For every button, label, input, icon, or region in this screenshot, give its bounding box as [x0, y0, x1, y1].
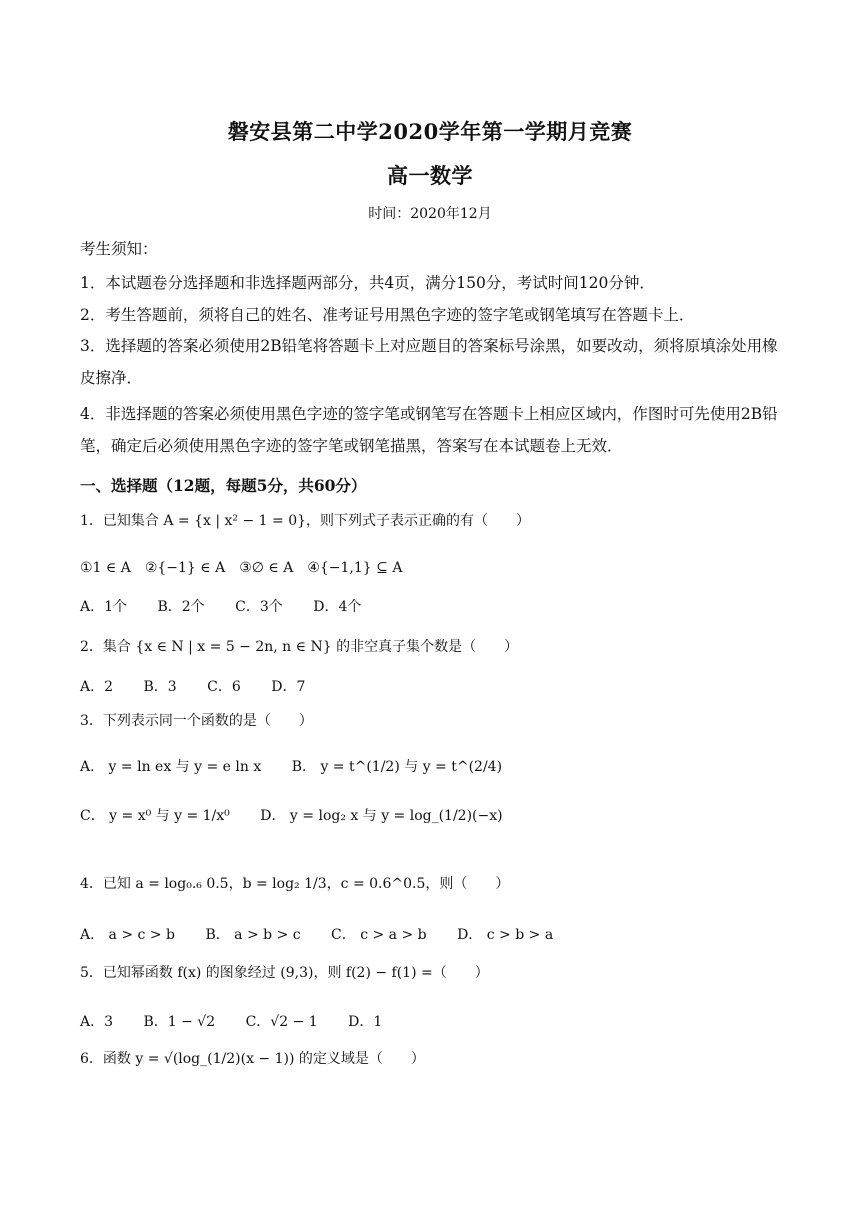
option-b: B．1 − √2 [143, 1014, 216, 1030]
option-b: B．2个 [157, 599, 205, 615]
question-5-stem: 5．已知幂函数 f(x) 的图象经过 (9,3)，则 f(2) − f(1) =（ ） [80, 965, 489, 981]
exam-time: 时间：2020年12月 [368, 206, 492, 222]
option-a: A．3 [80, 1014, 114, 1030]
question-5-options [80, 1011, 408, 1031]
option-d: D． y = log₂ x 与 y = log_(1/2)(−x) [260, 808, 503, 824]
option-c: C． y = x⁰ 与 y = 1/x⁰ [80, 808, 230, 824]
question-3-options-cd [80, 805, 529, 825]
option-b: B． y = t^(1/2) 与 y = t^(2/4) [291, 759, 503, 775]
notice-item-4: 4．非选择题的答案必须使用黑色字迹的签字笔或钢笔写在答题卡上相应区域内，作图时可先使用2B铅笔，确定后必须使用黑色字迹的签字笔或钢笔描黑，答案写在本试题卷上无效． [80, 405, 778, 455]
notice-heading: 考生须知： [80, 240, 158, 258]
question-4-options [80, 924, 579, 944]
question-6-stem: 6．函数 y = √(log_(1/2)(x − 1)) 的定义域是（ ） [80, 1051, 425, 1067]
question-2-stem: 2．集合 {x ∈ N | x = 5 − 2n, n ∈ N} 的非空真子集个数是（ ） [80, 639, 519, 655]
option-b: B． a > b > c [205, 927, 301, 943]
option-b: B．3 [143, 679, 177, 695]
question-1-options [80, 596, 387, 616]
question-4-stem: 4．已知 a = log₀.₆ 0.5，b = log₂ 1/3，c = 0.6^0.5，则（ ） [80, 876, 510, 892]
question-3-options-ab [80, 756, 528, 776]
question-1-sub: ①1 ∈ A ②{−1} ∈ A ③∅ ∈ A ④{−1,1} ⊆ A [80, 560, 403, 576]
section-heading: 一、选择题（12题，每题5分，共60分） [80, 476, 367, 495]
option-a: A．2 [80, 679, 114, 695]
option-c: C．√2 − 1 [245, 1014, 318, 1030]
notice-item-2: 2．考生答题前，须将自己的姓名、准考证号用黑色字迹的签字笔或钢笔填写在答题卡上． [80, 306, 695, 324]
option-d: D．1 [348, 1014, 383, 1030]
option-a: A． y = ln ex 与 y = e ln x [80, 759, 262, 775]
notice-item-1: 1．本试题卷分选择题和非选择题两部分，共4页，满分150分，考试时间120分钟． [80, 274, 655, 292]
question-3-stem: 3．下列表示同一个函数的是（ ） [80, 713, 313, 729]
exam-title: 磐安县第二中学2020学年第一学期月竞赛 [227, 119, 633, 144]
option-c: C．3个 [235, 599, 283, 615]
notice-item-3: 3．选择题的答案必须使用2B铅笔将答题卡上对应题目的答案标号涂黑，如要改动，须将原填涂处用橡皮擦净． [80, 337, 778, 387]
option-c: C．6 [207, 679, 241, 695]
option-d: D．7 [271, 679, 306, 695]
option-c: C． c > a > b [331, 927, 427, 943]
question-1-stem: 1．已知集合 A = {x | x² − 1 = 0}，则下列式子表示正确的有（ ） [80, 513, 531, 529]
option-a: A． a > c > b [80, 927, 175, 943]
option-d: D．4个 [313, 599, 362, 615]
question-2-options [80, 676, 331, 696]
option-a: A．1个 [80, 599, 128, 615]
exam-subject: 高一数学 [387, 163, 473, 188]
option-d: D． c > b > a [457, 927, 554, 943]
